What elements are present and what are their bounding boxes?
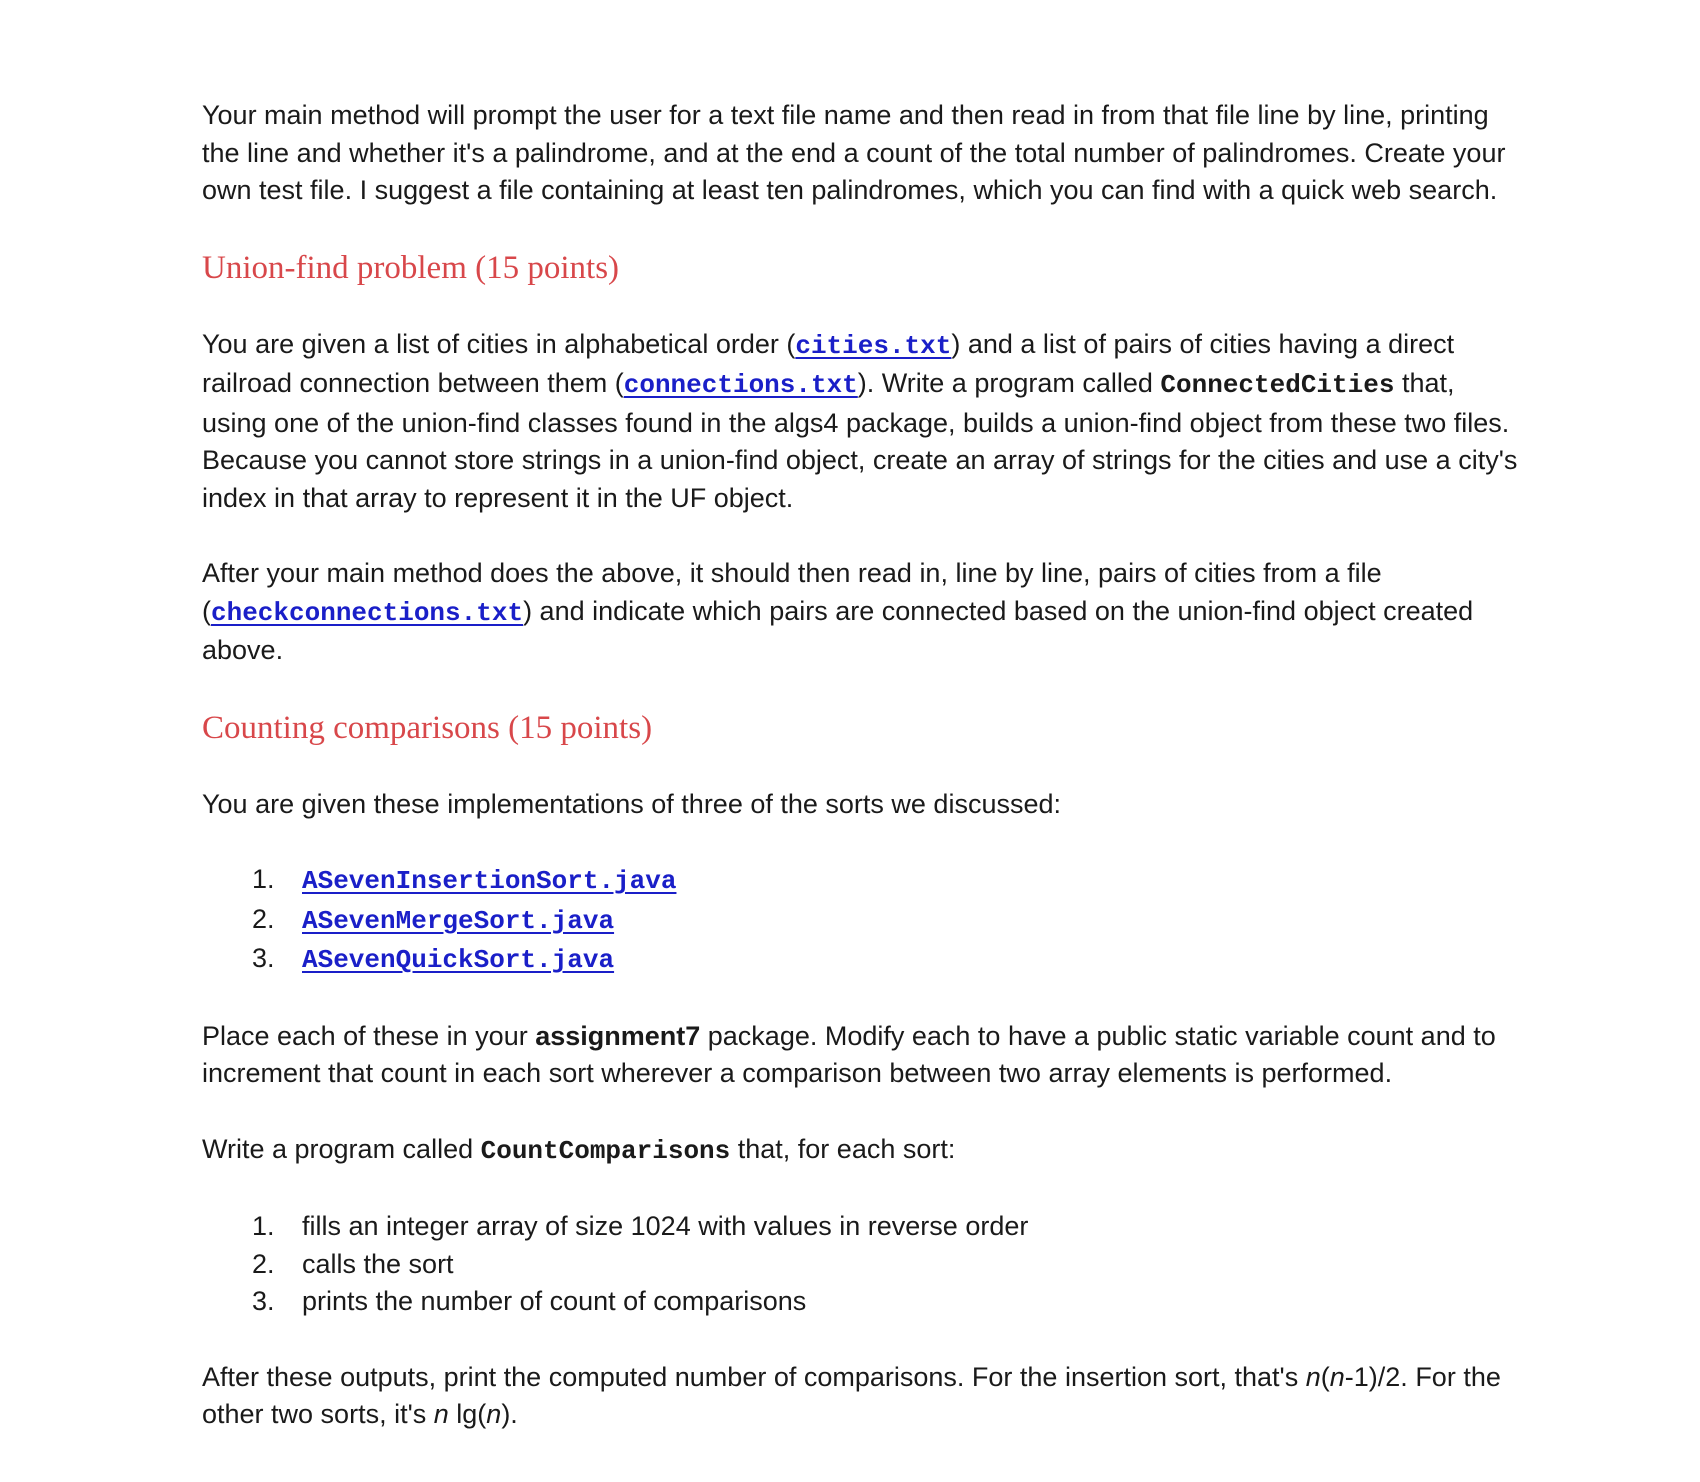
list-item — [202, 1208, 1522, 1246]
write-paragraph — [202, 1131, 1522, 1171]
union-find-paragraph-2 — [202, 555, 1522, 670]
text-span: After your main method does the above, it should then read in, line by line, pairs of cities from a file ( — [202, 558, 1382, 626]
union-find-heading: Union-find problem (15 points) — [202, 249, 620, 286]
math-variable: n — [1329, 1361, 1345, 1392]
text-span: ) and a list of pairs of cities having a direct railroad connection between them ( — [202, 328, 1455, 398]
list-item — [202, 940, 1522, 980]
text-span: ). Write a program called — [857, 368, 1161, 398]
program-name-code: CountComparisons — [480, 1135, 731, 1166]
after-paragraph — [202, 1359, 1522, 1434]
class-name-code: ConnectedCities — [1160, 370, 1395, 400]
text-span: -1)/2. — [1344, 1361, 1408, 1392]
math-variable: n — [1305, 1361, 1321, 1392]
list-number: 2. — [252, 1248, 275, 1279]
math-variable: n — [486, 1399, 502, 1429]
counting-heading: Counting comparisons (15 points) — [202, 709, 653, 746]
steps-list — [202, 1208, 1522, 1321]
math-variable: n — [433, 1399, 449, 1429]
document-page — [202, 97, 1522, 1434]
text-span: ) and indicate which pairs are connected based on the union-find object created above. — [202, 595, 1474, 665]
text-span: For the other two sorts, it's — [202, 1361, 1501, 1429]
text-span: lg( — [448, 1399, 487, 1429]
checkconnections-file-link[interactable]: checkconnections.txt — [211, 597, 524, 628]
list-number: 3. — [252, 1286, 275, 1316]
list-number: 2. — [252, 903, 275, 934]
list-item — [202, 861, 1522, 901]
list-number: 1. — [252, 1211, 275, 1241]
insertion-sort-file-link[interactable]: ASevenInsertionSort.java — [302, 866, 677, 896]
cities-file-link[interactable]: cities.txt — [795, 330, 952, 361]
step-text: prints the number of count of comparisons — [302, 1286, 807, 1316]
step-text: fills an integer array of size 1024 with values in reverse order — [302, 1211, 1029, 1241]
list-number: 1. — [252, 864, 275, 894]
text-span: that, using one of the union-find classes found in the algs4 package, builds a union-find object from these two files. Because you cannot store strings in a union-find object, create an array of strings for the cities and use a city's index in that array to represent it in the UF object. — [202, 368, 1518, 513]
list-item — [202, 1283, 1522, 1321]
list-item — [202, 1246, 1522, 1284]
text-span: After these outputs, print the computed number of comparisons. For the insertion sort, that's — [202, 1361, 1306, 1392]
text-span: Write a program called — [202, 1133, 481, 1164]
union-find-paragraph-1 — [202, 326, 1522, 518]
list-number: 3. — [252, 943, 275, 973]
step-text: calls the sort — [302, 1248, 454, 1279]
text-span: package. Modify each to have a public static variable count and to increment that count in each sort wherever a comparison between two array elements is performed. — [202, 1020, 1496, 1088]
package-name: assignment7 — [535, 1020, 701, 1051]
text-span: that, for each sort: — [730, 1133, 956, 1164]
sort-files-list — [202, 861, 1522, 980]
list-item — [202, 901, 1522, 941]
text-span: ). — [501, 1399, 518, 1429]
text-span: ( — [1320, 1361, 1330, 1392]
counting-intro: You are given these implementations of three of the sorts we discussed: — [202, 788, 1061, 819]
place-paragraph — [202, 1018, 1522, 1093]
text-span: Place each of these in your — [202, 1020, 536, 1051]
merge-sort-file-link[interactable]: ASevenMergeSort.java — [302, 905, 615, 936]
connections-file-link[interactable]: connections.txt — [623, 370, 858, 400]
text-span: You are given a list of cities in alphabetical order ( — [202, 328, 796, 359]
quick-sort-file-link[interactable]: ASevenQuickSort.java — [302, 945, 615, 975]
intro-paragraph: Your main method will prompt the user for a text file name and then read in from that file line by line, printing the line and whether it's a palindrome, and at the end a count of the total number of palindromes. Create your own test file. I suggest a file containing at least ten palindromes, which you can find with a quick web search. — [202, 100, 1506, 205]
